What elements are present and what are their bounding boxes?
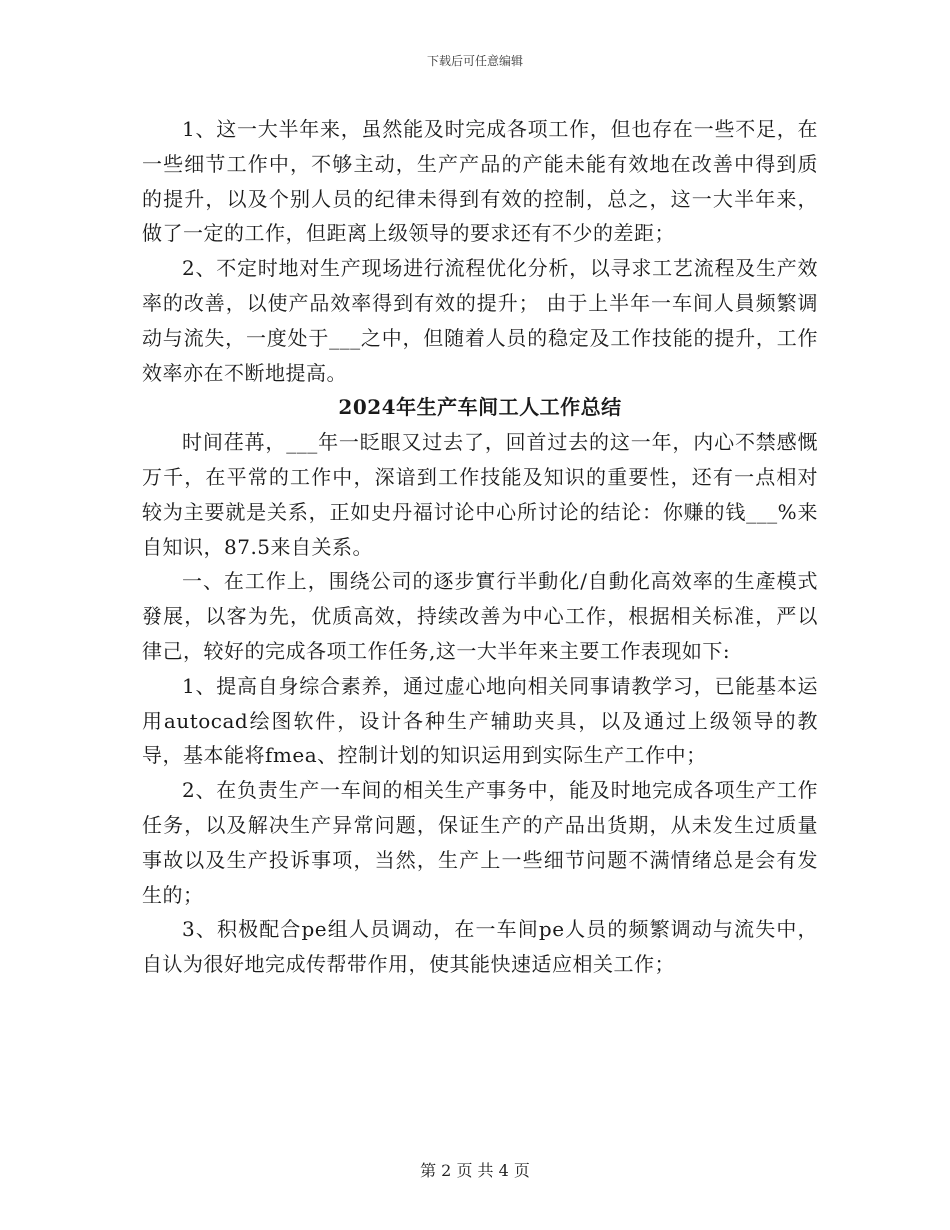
page-number: 第 2 页 共 4 页 <box>420 1161 530 1180</box>
paragraph-4: 一、在工作上，围绕公司的逐步實行半動化/自動化高效率的生產模式發展，以客为先，优质高效，持续改善为中心工作，根据相关标准，严以律己，较好的完成各项工作任务,这一大半年来主要工作表现如下: <box>142 569 818 663</box>
header-note: 下载后可任意编辑 <box>426 54 523 68</box>
paragraph-5: 1、提高自身综合素养，通过虚心地向相关同事请教学习，已能基本运用autocad绘图软件，设计各种生产辅助夹具，以及通过上级领导的教导，基本能将fmea、控制计划的知识运用到实际生产工作中； <box>142 673 818 768</box>
document-body <box>142 112 818 982</box>
paragraph-3: 时间荏苒，___年一眨眼又过去了，回首过去的这一年，内心不禁感慨万千，在平常的工作中，深谙到工作技能及知识的重要性，还有一点相对较为主要就是关系，正如史丹福讨论中心所讨论的结论：你赚的钱___%来自知识，87.5来自关系。 <box>142 430 818 559</box>
paragraph-1: 1、这一大半年来，虽然能及时完成各项工作，但也存在一些不足，在一些细节工作中，不够主动，生产产品的产能未能有效地在改善中得到质的提升，以及个别人员的纪律未得到有效的控制，总之，这一大半年来，做了一定的工作，但距离上级领导的要求还有不少的差距； <box>142 117 818 246</box>
document-title: 2024年生产车间工人工作总结 <box>338 395 622 420</box>
paragraph-7: 3、积极配合pe组人员调动，在一车间pe人员的频繁调动与流失中，自认为很好地完成传帮带作用，使其能快速适应相关工作； <box>142 917 818 977</box>
paragraph-2: 2、不定时地对生产现场进行流程优化分析，以寻求工艺流程及生产效率的改善，以使产品效率得到有效的提升； 由于上半年一车间人員频繁调动与流失，一度处于___之中，但随着人员的稳定及工作技能的提升，工作效率亦在不断地提高。 <box>142 256 818 385</box>
paragraph-6: 2、在负责生产一车间的相关生产事务中，能及时地完成各项生产工作任务，以及解决生产异常问题，保证生产的产品出货期，从未发生过质量事故以及生产投诉事项，当然，生产上一些细节问题不满情绪总是会有发生的； <box>142 778 818 907</box>
